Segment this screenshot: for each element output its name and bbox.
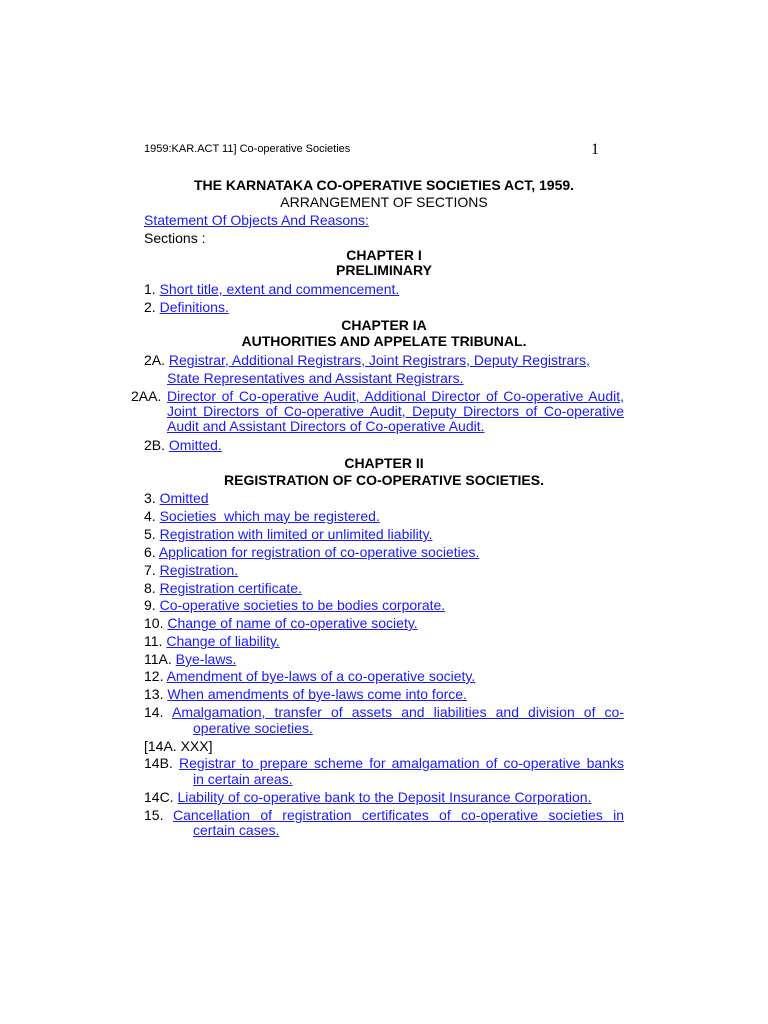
section-14c: 14C. Liability of co-operative bank to the Deposit Insurance Corporation.: [144, 789, 592, 805]
section-2a-link-cont[interactable]: State Representatives and Assistant Registrars.: [167, 370, 464, 386]
section-4-link[interactable]: Societies which may be registered.: [159, 508, 380, 524]
chapter-1-heading: CHAPTER I: [346, 247, 422, 263]
section-2aa-link[interactable]: Director of Co-operative Audit, Additional Director of Co-operative Audit,: [167, 388, 624, 404]
section-2aa-num: 2AA.: [131, 388, 162, 404]
section-9: 9. Co-operative societies to be bodies corporate.: [144, 597, 446, 613]
chapter-1a-name: AUTHORITIES AND APPELATE TRIBUNAL.: [241, 333, 527, 349]
section-5: 5. Registration with limited or unlimited liability.: [144, 526, 433, 542]
chapter-1a-heading: CHAPTER IA: [341, 317, 427, 333]
section-4: 4. Societies which may be registered.: [144, 508, 380, 524]
section-10: 10. Change of name of co-operative society.: [144, 615, 418, 631]
section-14-link-cont[interactable]: operative societies.: [193, 720, 313, 736]
section-3: 3. Omitted: [144, 490, 209, 506]
section-3-link[interactable]: Omitted: [159, 490, 209, 506]
section-12: 12. Amendment of bye-laws of a co-operative society.: [144, 668, 476, 684]
act-title: THE KARNATAKA CO-OPERATIVE SOCIETIES ACT, 1959.: [193, 177, 575, 193]
section-6-link[interactable]: Application for registration of co-operative societies.: [158, 544, 480, 560]
section-14c-link[interactable]: Liability of co-operative bank to the Deposit Insurance Corporation.: [177, 789, 592, 805]
section-6: 6. Application for registration of co-operative societies.: [144, 544, 480, 560]
section-8: 8. Registration certificate.: [144, 580, 302, 596]
chapter-2-heading: CHAPTER II: [344, 455, 424, 471]
section-14b-link-cont[interactable]: in certain areas.: [193, 771, 293, 787]
section-1-link[interactable]: Short title, extent and commencement.: [159, 281, 400, 297]
section-11a-link[interactable]: Bye-laws.: [175, 651, 237, 667]
statement-of-objects-link[interactable]: Statement Of Objects And Reasons:: [144, 212, 369, 228]
page-number: 1: [591, 141, 599, 158]
section-12-link[interactable]: Amendment of bye-laws of a co-operative society.: [166, 668, 476, 684]
section-2-link[interactable]: Definitions.: [159, 299, 229, 315]
section-2: 2. Definitions.: [144, 299, 229, 315]
sections-label: Sections :: [144, 230, 206, 246]
section-7: 7. Registration.: [144, 562, 239, 578]
section-2b-link[interactable]: Omitted.: [168, 437, 222, 453]
section-2a: 2A. Registrar, Additional Registrars, Joint Registrars, Deputy Registrars,: [144, 352, 590, 368]
section-15-num: 15.: [144, 807, 164, 823]
chapter-2-name: REGISTRATION OF CO-OPERATIVE SOCIETIES.: [224, 472, 544, 488]
section-15-link[interactable]: Cancellation of registration certificates of co-operative societies in: [173, 807, 624, 823]
section-2aa-link-end[interactable]: Audit and Assistant Directors of Co-operative Audit.: [167, 418, 485, 434]
section-5-link[interactable]: Registration with limited or unlimited liability.: [159, 526, 433, 542]
arrangement-subtitle: ARRANGEMENT OF SECTIONS: [280, 194, 488, 210]
section-14b-link[interactable]: Registrar to prepare scheme for amalgamation of co-operative banks: [179, 755, 624, 771]
section-13: 13. When amendments of bye-laws come into force.: [144, 686, 467, 702]
section-1: 1. Short title, extent and commencement.: [144, 281, 400, 297]
section-14a: [14A. XXX]: [144, 738, 213, 754]
section-11: 11. Change of liability.: [144, 633, 280, 649]
running-header: 1959:KAR.ACT 11] Co-operative Societies: [144, 143, 351, 155]
section-11-link[interactable]: Change of liability.: [166, 633, 280, 649]
section-2a-link[interactable]: Registrar, Additional Registrars, Joint Registrars, Deputy Registrars,: [168, 352, 590, 368]
section-2aa-link-cont[interactable]: Joint Directors of Co-operative Audit, Deputy Directors of Co-operative: [167, 403, 624, 419]
section-2b: 2B. Omitted.: [144, 437, 222, 453]
section-13-link[interactable]: When amendments of bye-laws come into force.: [167, 686, 467, 702]
section-11a: 11A. Bye-laws.: [144, 651, 237, 667]
chapter-1-name: PRELIMINARY: [336, 262, 432, 278]
section-14-num: 14.: [144, 704, 164, 720]
section-7-link[interactable]: Registration.: [159, 562, 239, 578]
section-10-link[interactable]: Change of name of co-operative society.: [167, 615, 418, 631]
section-14b-num: 14B.: [144, 755, 173, 771]
section-15-link-cont[interactable]: certain cases.: [193, 822, 280, 838]
section-8-link[interactable]: Registration certificate.: [159, 580, 302, 596]
section-9-link[interactable]: Co-operative societies to be bodies corporate.: [159, 597, 446, 613]
section-14-link[interactable]: Amalgamation, transfer of assets and liabilities and division of co-: [172, 704, 624, 720]
